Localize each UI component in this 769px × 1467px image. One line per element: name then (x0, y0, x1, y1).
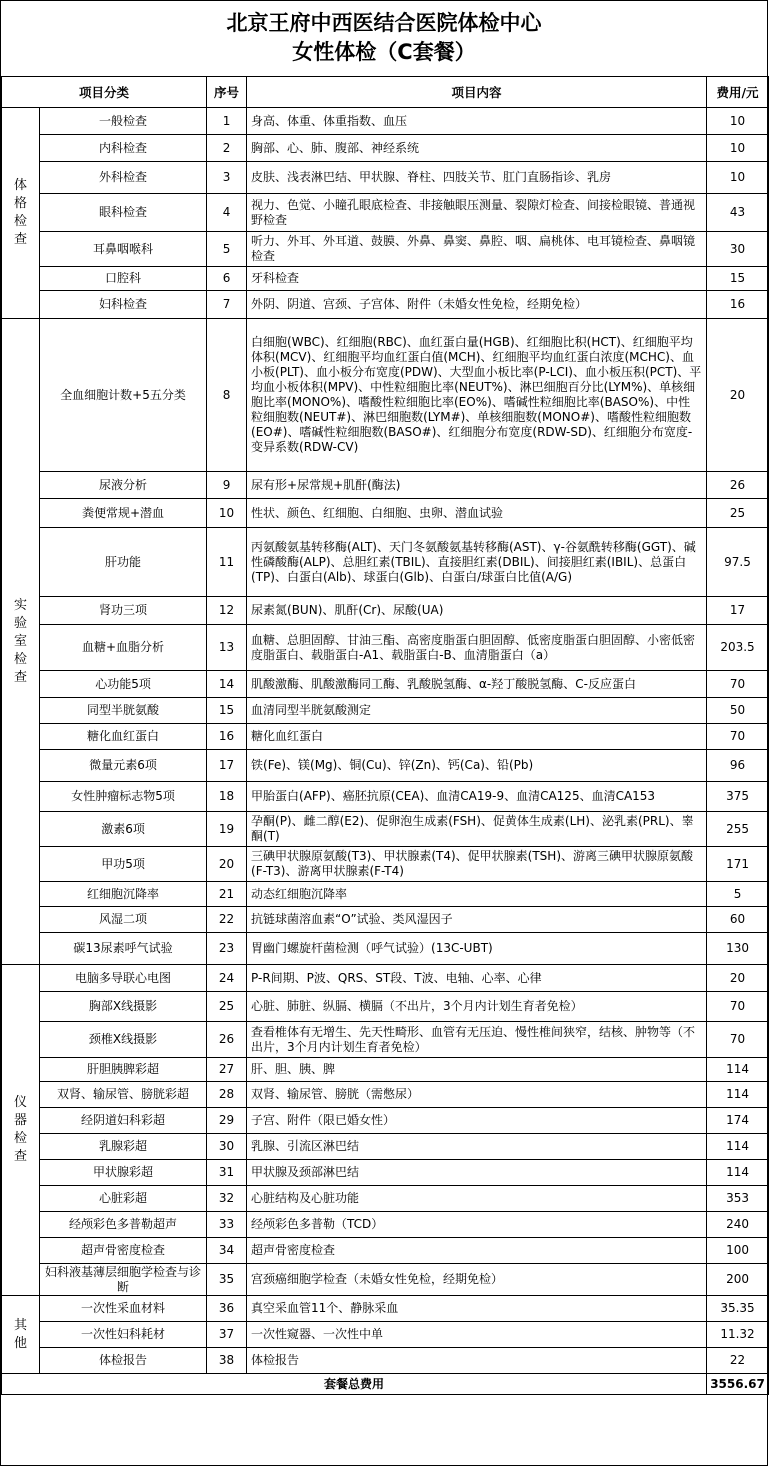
table-row (2, 472, 769, 499)
content-cell: 查看椎体有无增生、先天性畸形、血管有无压迫、慢性椎间狭窄，结核、肿物等（不出片，3个月内计划生育者免检） (247, 1022, 707, 1058)
fee-cell: 11.32 (707, 1322, 769, 1348)
header-no: 序号 (207, 77, 247, 108)
item-cell: 甲状腺彩超 (40, 1160, 207, 1186)
content-cell: 胸部、心、肺、腹部、神经系统 (247, 135, 707, 162)
fee-cell: 5 (707, 882, 769, 907)
table-row (2, 1186, 769, 1212)
item-cell: 一般检查 (40, 108, 207, 135)
number-cell: 1 (207, 108, 247, 135)
content-cell: 甲状腺及颈部淋巴结 (247, 1160, 707, 1186)
content-cell: 心脏结构及心脏功能 (247, 1186, 707, 1212)
number-cell: 32 (207, 1186, 247, 1212)
fee-cell: 174 (707, 1108, 769, 1134)
number-cell: 16 (207, 724, 247, 750)
content-cell: 尿有形+尿常规+肌酐(酶法) (247, 472, 707, 499)
fee-cell: 114 (707, 1082, 769, 1108)
item-cell: 风湿二项 (40, 907, 207, 933)
item-cell: 体检报告 (40, 1348, 207, 1374)
fee-cell: 15 (707, 267, 769, 291)
number-cell: 34 (207, 1238, 247, 1264)
content-cell: 牙科检查 (247, 267, 707, 291)
table-row (2, 1022, 769, 1058)
fee-cell: 35.35 (707, 1296, 769, 1322)
content-cell: 皮肤、浅表淋巴结、甲状腺、脊柱、四肢关节、肛门直肠指诊、乳房 (247, 162, 707, 194)
fee-cell: 30 (707, 232, 769, 267)
table-row (2, 992, 769, 1022)
fee-cell: 50 (707, 698, 769, 724)
total-label: 套餐总费用 (2, 1374, 707, 1395)
content-cell: 甲胎蛋白(AFP)、癌胚抗原(CEA)、血清CA19-9、血清CA125、血清CA153 (247, 782, 707, 812)
table-row (2, 698, 769, 724)
category-label: 体格检查 (13, 178, 27, 247)
fee-cell: 114 (707, 1160, 769, 1186)
table-row (2, 135, 769, 162)
item-cell: 一次性采血材料 (40, 1296, 207, 1322)
fee-cell: 26 (707, 472, 769, 499)
number-cell: 15 (207, 698, 247, 724)
content-cell: 抗链球菌溶血素“O”试验、类风湿因子 (247, 907, 707, 933)
number-cell: 5 (207, 232, 247, 267)
category-cell (2, 965, 40, 1296)
number-cell: 4 (207, 194, 247, 232)
number-cell: 6 (207, 267, 247, 291)
fee-cell: 96 (707, 750, 769, 782)
number-cell: 36 (207, 1296, 247, 1322)
item-cell: 心脏彩超 (40, 1186, 207, 1212)
fee-cell: 10 (707, 135, 769, 162)
table-row (2, 1322, 769, 1348)
fee-cell: 171 (707, 847, 769, 882)
fee-cell: 10 (707, 162, 769, 194)
content-cell: 经颅彩色多普勒（TCD） (247, 1212, 707, 1238)
number-cell: 3 (207, 162, 247, 194)
content-cell: 一次性窥器、一次性中单 (247, 1322, 707, 1348)
category-label: 其他 (13, 1317, 27, 1351)
table-header-row (2, 77, 769, 108)
item-cell: 颈椎X线摄影 (40, 1022, 207, 1058)
table-row (2, 528, 769, 597)
item-cell: 经颅彩色多普勒超声 (40, 1212, 207, 1238)
fee-cell: 60 (707, 907, 769, 933)
content-cell: 丙氨酸氨基转移酶(ALT)、天门冬氨酸氨基转移酶(AST)、γ-谷氨酰转移酶(GGT)、碱性磷酸酶(ALP)、总胆红素(TBIL)、直接胆红素(DBIL)、间接胆红素(IBIL)、总蛋白(TP)、白蛋白(Alb)、球蛋白(Glb)、白蛋白/球蛋白比值(A/G) (247, 528, 707, 597)
number-cell: 22 (207, 907, 247, 933)
item-cell: 血糖+血脂分析 (40, 625, 207, 671)
table-row (2, 499, 769, 528)
number-cell: 35 (207, 1264, 247, 1296)
table-row (2, 1134, 769, 1160)
content-cell: 双肾、输尿管、膀胱（需憋尿） (247, 1082, 707, 1108)
number-cell: 24 (207, 965, 247, 992)
number-cell: 17 (207, 750, 247, 782)
category-label: 实验室检查 (13, 597, 27, 685)
item-cell: 红细胞沉降率 (40, 882, 207, 907)
number-cell: 8 (207, 319, 247, 472)
table-row (2, 782, 769, 812)
item-cell: 胸部X线摄影 (40, 992, 207, 1022)
total-row (2, 1374, 769, 1395)
fee-cell: 255 (707, 812, 769, 847)
fee-cell: 17 (707, 597, 769, 625)
fee-cell: 10 (707, 108, 769, 135)
content-cell: 性状、颜色、红细胞、白细胞、虫卵、潜血试验 (247, 499, 707, 528)
fee-cell: 70 (707, 1022, 769, 1058)
content-cell: 糖化血红蛋白 (247, 724, 707, 750)
table-row (2, 1160, 769, 1186)
fee-cell: 20 (707, 965, 769, 992)
item-cell: 微量元素6项 (40, 750, 207, 782)
item-cell: 肾功三项 (40, 597, 207, 625)
item-cell: 双肾、输尿管、膀胱彩超 (40, 1082, 207, 1108)
item-cell: 耳鼻咽喉科 (40, 232, 207, 267)
content-cell: 心脏、肺脏、纵膈、横膈（不出片，3个月内计划生育者免检） (247, 992, 707, 1022)
table-row (2, 933, 769, 965)
content-cell: 尿素氮(BUN)、肌酐(Cr)、尿酸(UA) (247, 597, 707, 625)
page-subtitle: 女性体检（C套餐） (292, 40, 476, 64)
content-cell: 身高、体重、体重指数、血压 (247, 108, 707, 135)
item-cell: 尿液分析 (40, 472, 207, 499)
number-cell: 14 (207, 671, 247, 698)
table-row (2, 847, 769, 882)
table-row (2, 965, 769, 992)
number-cell: 21 (207, 882, 247, 907)
item-cell: 一次性妇科耗材 (40, 1322, 207, 1348)
fee-cell: 100 (707, 1238, 769, 1264)
item-cell: 妇科液基薄层细胞学检查与诊断 (40, 1264, 207, 1296)
table-row (2, 812, 769, 847)
table-row (2, 291, 769, 319)
content-cell: 三碘甲状腺原氨酸(T3)、甲状腺素(T4)、促甲状腺素(TSH)、游离三碘甲状腺原氨酸(F-T3)、游离甲状腺素(F-T4) (247, 847, 707, 882)
content-cell: 动态红细胞沉降率 (247, 882, 707, 907)
table-row (2, 1058, 769, 1082)
item-cell: 乳腺彩超 (40, 1134, 207, 1160)
content-cell: 血清同型半胱氨酸测定 (247, 698, 707, 724)
number-cell: 7 (207, 291, 247, 319)
table-row (2, 625, 769, 671)
content-cell: 肝、胆、胰、脾 (247, 1058, 707, 1082)
fee-cell: 43 (707, 194, 769, 232)
fee-cell: 70 (707, 724, 769, 750)
item-cell: 内科检查 (40, 135, 207, 162)
item-cell: 粪便常规+潜血 (40, 499, 207, 528)
page-title: 北京王府中西医结合医院体检中心 (226, 11, 542, 35)
content-cell: 血糖、总胆固醇、甘油三酯、高密度脂蛋白胆固醇、低密度脂蛋白胆固醇、小密低密度脂蛋白、载脂蛋白-A1、载脂蛋白-B、血清脂蛋白（a） (247, 625, 707, 671)
item-cell: 女性肿瘤标志物5项 (40, 782, 207, 812)
fee-cell: 200 (707, 1264, 769, 1296)
fee-cell: 97.5 (707, 528, 769, 597)
number-cell: 10 (207, 499, 247, 528)
table-row (2, 1238, 769, 1264)
content-cell: 外阴、阴道、宫颈、子宫体、附件（未婚女性免检，经期免检） (247, 291, 707, 319)
table-row (2, 319, 769, 472)
table-row (2, 1264, 769, 1296)
number-cell: 12 (207, 597, 247, 625)
number-cell: 37 (207, 1322, 247, 1348)
table-row (2, 597, 769, 625)
category-cell (2, 319, 40, 965)
fee-cell: 70 (707, 992, 769, 1022)
item-cell: 肝功能 (40, 528, 207, 597)
number-cell: 27 (207, 1058, 247, 1082)
item-cell: 同型半胱氨酸 (40, 698, 207, 724)
table-row (2, 267, 769, 291)
fee-cell: 16 (707, 291, 769, 319)
table-row (2, 1348, 769, 1374)
table-row (2, 1212, 769, 1238)
fee-cell: 22 (707, 1348, 769, 1374)
number-cell: 29 (207, 1108, 247, 1134)
table-row (2, 1296, 769, 1322)
table-row (2, 194, 769, 232)
content-cell: 视力、色觉、小瞳孔眼底检查、非接触眼压测量、裂隙灯检查、间接检眼镜、普通视野检查 (247, 194, 707, 232)
number-cell: 26 (207, 1022, 247, 1058)
category-cell (2, 1296, 40, 1374)
content-cell: 乳腺、引流区淋巴结 (247, 1134, 707, 1160)
number-cell: 28 (207, 1082, 247, 1108)
category-cell (2, 108, 40, 319)
item-cell: 心功能5项 (40, 671, 207, 698)
number-cell: 9 (207, 472, 247, 499)
number-cell: 30 (207, 1134, 247, 1160)
number-cell: 19 (207, 812, 247, 847)
item-cell: 经阴道妇科彩超 (40, 1108, 207, 1134)
table-row (2, 671, 769, 698)
content-cell: 真空采血管11个、静脉采血 (247, 1296, 707, 1322)
table-row (2, 1108, 769, 1134)
item-cell: 妇科检查 (40, 291, 207, 319)
fee-cell: 240 (707, 1212, 769, 1238)
fee-cell: 114 (707, 1134, 769, 1160)
number-cell: 11 (207, 528, 247, 597)
number-cell: 31 (207, 1160, 247, 1186)
content-cell: 铁(Fe)、镁(Mg)、铜(Cu)、锌(Zn)、钙(Ca)、铅(Pb) (247, 750, 707, 782)
content-cell: 宫颈癌细胞学检查（未婚女性免检，经期免检） (247, 1264, 707, 1296)
item-cell: 甲功5项 (40, 847, 207, 882)
content-cell: 孕酮(P)、雌二醇(E2)、促卵泡生成素(FSH)、促黄体生成素(LH)、泌乳素(PRL)、睾酮(T) (247, 812, 707, 847)
item-cell: 眼科检查 (40, 194, 207, 232)
fee-cell: 25 (707, 499, 769, 528)
item-cell: 碳13尿素呼气试验 (40, 933, 207, 965)
table-row (2, 750, 769, 782)
table-row (2, 232, 769, 267)
item-cell: 口腔科 (40, 267, 207, 291)
item-cell: 超声骨密度检查 (40, 1238, 207, 1264)
header-content: 项目内容 (247, 77, 707, 108)
category-label: 仪器检查 (13, 1095, 27, 1164)
content-cell: P-R间期、P波、QRS、ST段、T波、电轴、心率、心律 (247, 965, 707, 992)
fee-cell: 203.5 (707, 625, 769, 671)
content-cell: 子宫、附件（限已婚女性） (247, 1108, 707, 1134)
number-cell: 33 (207, 1212, 247, 1238)
exam-table (1, 76, 769, 1395)
number-cell: 13 (207, 625, 247, 671)
item-cell: 外科检查 (40, 162, 207, 194)
fee-cell: 114 (707, 1058, 769, 1082)
header-fee: 费用/元 (707, 77, 769, 108)
number-cell: 20 (207, 847, 247, 882)
item-cell: 电脑多导联心电图 (40, 965, 207, 992)
item-cell: 糖化血红蛋白 (40, 724, 207, 750)
number-cell: 18 (207, 782, 247, 812)
number-cell: 38 (207, 1348, 247, 1374)
content-cell: 听力、外耳、外耳道、鼓膜、外鼻、鼻窦、鼻腔、咽、扁桃体、电耳镜检查、鼻咽镜检查 (247, 232, 707, 267)
number-cell: 25 (207, 992, 247, 1022)
number-cell: 23 (207, 933, 247, 965)
content-cell: 白细胞(WBC)、红细胞(RBC)、血红蛋白量(HGB)、红细胞比积(HCT)、红细胞平均体积(MCV)、红细胞平均血红蛋白值(MCH)、红细胞平均血红蛋白浓度(MCHC)、血小板(PLT)、血小板分布宽度(PDW)、大型血小板比率(P-LCI)、血小板压积(PCT)、平均血小板体积(MPV)、中性粒细胞比率(NEUT%)、淋巴细胞百分比(LYM%)、单核细胞比率(MONO%)、嗜酸性粒细胞比率(EO%)、嗜碱性粒细胞比率(BASO%)、中性粒细胞数(NEUT#)、淋巴细胞数(LYM#)、单核细胞数(MONO#)、嗜酸性粒细胞数(EO#)、嗜碱性粒细胞数(BASO#)、红细胞分布宽度(RDW-SD)、红细胞分布宽度-变异系数(RDW-CV) (247, 319, 707, 472)
table-row (2, 724, 769, 750)
content-cell: 体检报告 (247, 1348, 707, 1374)
item-cell: 激素6项 (40, 812, 207, 847)
item-cell: 全血细胞计数+5五分类 (40, 319, 207, 472)
item-cell: 肝胆胰脾彩超 (40, 1058, 207, 1082)
number-cell: 2 (207, 135, 247, 162)
total-fee: 3556.67 (707, 1374, 769, 1395)
fee-cell: 20 (707, 319, 769, 472)
header-category: 项目分类 (2, 77, 207, 108)
fee-cell: 353 (707, 1186, 769, 1212)
table-row (2, 108, 769, 135)
content-cell: 胃幽门螺旋杆菌检测（呼气试验）(13C-UBT) (247, 933, 707, 965)
content-cell: 超声骨密度检查 (247, 1238, 707, 1264)
table-row (2, 1082, 769, 1108)
fee-cell: 375 (707, 782, 769, 812)
table-row (2, 907, 769, 933)
fee-cell: 130 (707, 933, 769, 965)
table-row (2, 162, 769, 194)
fee-cell: 70 (707, 671, 769, 698)
content-cell: 肌酸激酶、肌酸激酶同工酶、乳酸脱氢酶、α-羟丁酸脱氢酶、C-反应蛋白 (247, 671, 707, 698)
table-row (2, 882, 769, 907)
